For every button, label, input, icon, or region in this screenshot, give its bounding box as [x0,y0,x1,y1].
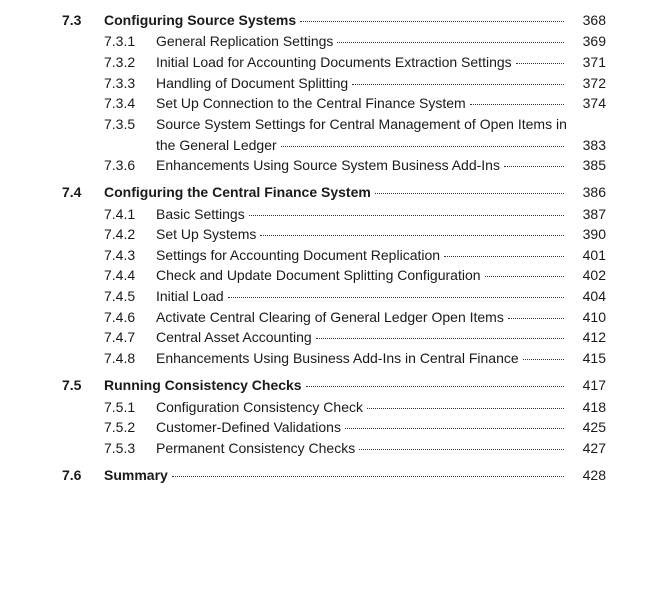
page-number: 410 [582,309,606,325]
dot-leader [504,166,564,167]
dot-leader [523,359,564,360]
toc-entry-7-4-2[interactable] [0,224,672,244]
toc-entry-7-6[interactable] [0,465,672,485]
dot-leader [444,256,564,257]
dot-leader [516,63,564,64]
section-title: Summary [104,467,168,483]
toc-entry-7-5-1[interactable] [0,397,672,417]
section-title: Initial Load for Accounting Documents Extraction Settings [156,54,512,70]
toc-entry-7-4[interactable] [0,182,672,202]
dot-leader [316,338,564,339]
section-number: 7.3.6 [104,157,136,173]
section-number: 7.5 [62,377,82,393]
section-title: Enhancements Using Source System Business Add-Ins [156,157,500,173]
dot-leader [260,235,564,236]
toc-entry-7-3-5-continued[interactable] [0,135,672,155]
toc-entry-7-4-6[interactable] [0,307,672,327]
toc-entry-7-3-3[interactable] [0,73,672,93]
section-title: Source System Settings for Central Management of Open Items in [156,116,567,132]
section-number: 7.5.1 [104,399,136,415]
page-number: 427 [582,440,606,456]
page-number: 425 [582,419,606,435]
section-title: Set Up Systems [156,226,257,242]
toc-entry-7-4-5[interactable] [0,286,672,306]
section-title: Set Up Connection to the Central Finance System [156,95,466,111]
section-number: 7.5.3 [104,440,136,456]
dot-leader [281,146,564,147]
dot-leader [359,449,564,450]
section-number: 7.4.8 [104,350,136,366]
toc-entry-7-4-4[interactable] [0,265,672,285]
page-number: 383 [582,137,606,153]
section-title: Handling of Document Splitting [156,75,349,91]
dot-leader [352,84,564,85]
section-title: Activate Central Clearing of General Ledger Open Items [156,309,504,325]
section-title: Configuring the Central Finance System [104,184,371,200]
page-number: 368 [582,12,606,28]
section-number: 7.3.1 [104,33,136,49]
dot-leader [470,104,564,105]
section-title: Settings for Accounting Document Replication [156,247,441,263]
section-number: 7.4.5 [104,288,136,304]
page-number: 374 [582,95,606,111]
page-number: 402 [582,267,606,283]
dot-leader [337,42,564,43]
toc-entry-7-3[interactable] [0,10,672,30]
section-number: 7.4.7 [104,329,136,345]
section-title: Running Consistency Checks [104,377,302,393]
section-title: Configuring Source Systems [104,12,297,28]
section-title: Permanent Consistency Checks [156,440,356,456]
section-title: the General Ledger [156,137,277,153]
section-number: 7.6 [62,467,82,483]
section-number: 7.3.3 [104,75,136,91]
dot-leader [249,215,564,216]
dot-leader [345,428,564,429]
section-number: 7.4 [62,184,82,200]
toc-entry-7-3-2[interactable] [0,52,672,72]
section-number: 7.4.3 [104,247,136,263]
section-title: Basic Settings [156,206,245,222]
dot-leader [306,386,564,387]
section-number: 7.3.2 [104,54,136,70]
section-number: 7.5.2 [104,419,136,435]
toc-entry-7-3-1[interactable] [0,31,672,51]
section-title: Enhancements Using Business Add-Ins in Central Finance [156,350,519,366]
toc-entry-7-4-1[interactable] [0,204,672,224]
toc-entry-7-3-6[interactable] [0,155,672,175]
section-number: 7.4.2 [104,226,136,242]
page-number: 404 [582,288,606,304]
toc-entry-7-5-3[interactable] [0,438,672,458]
section-number: 7.3 [62,12,82,28]
toc-entry-7-5[interactable] [0,375,672,395]
dot-leader [172,476,564,477]
page-number: 412 [582,329,606,345]
section-title: Central Asset Accounting [156,329,312,345]
section-title: Configuration Consistency Check [156,399,363,415]
section-number: 7.4.1 [104,206,136,222]
dot-leader [367,408,564,409]
section-title: Initial Load [156,288,224,304]
section-number: 7.3.4 [104,95,136,111]
page-number: 418 [582,399,606,415]
toc-entry-7-4-7[interactable] [0,327,672,347]
toc-entry-7-4-8[interactable] [0,348,672,368]
section-number: 7.4.6 [104,309,136,325]
toc-entry-7-3-4[interactable] [0,93,672,113]
dot-leader [228,297,564,298]
section-title: Customer-Defined Validations [156,419,341,435]
page-number: 385 [582,157,606,173]
dot-leader [375,193,564,194]
section-title: General Replication Settings [156,33,334,49]
page-number: 390 [582,226,606,242]
page-number: 387 [582,206,606,222]
section-number: 7.4.4 [104,267,136,283]
page-number: 369 [582,33,606,49]
section-title: Check and Update Document Splitting Configuration [156,267,481,283]
page-number: 371 [582,54,606,70]
page-number: 401 [582,247,606,263]
dot-leader [508,318,564,319]
page-number: 428 [582,467,606,483]
page-number: 415 [582,350,606,366]
toc-entry-7-5-2[interactable] [0,417,672,437]
section-number: 7.3.5 [104,116,136,132]
page-number: 417 [582,377,606,393]
page-number: 372 [582,75,606,91]
toc-entry-7-3-5[interactable] [0,114,672,134]
toc-entry-7-4-3[interactable] [0,245,672,265]
page-number: 386 [582,184,606,200]
dot-leader [300,21,564,22]
dot-leader [485,276,564,277]
